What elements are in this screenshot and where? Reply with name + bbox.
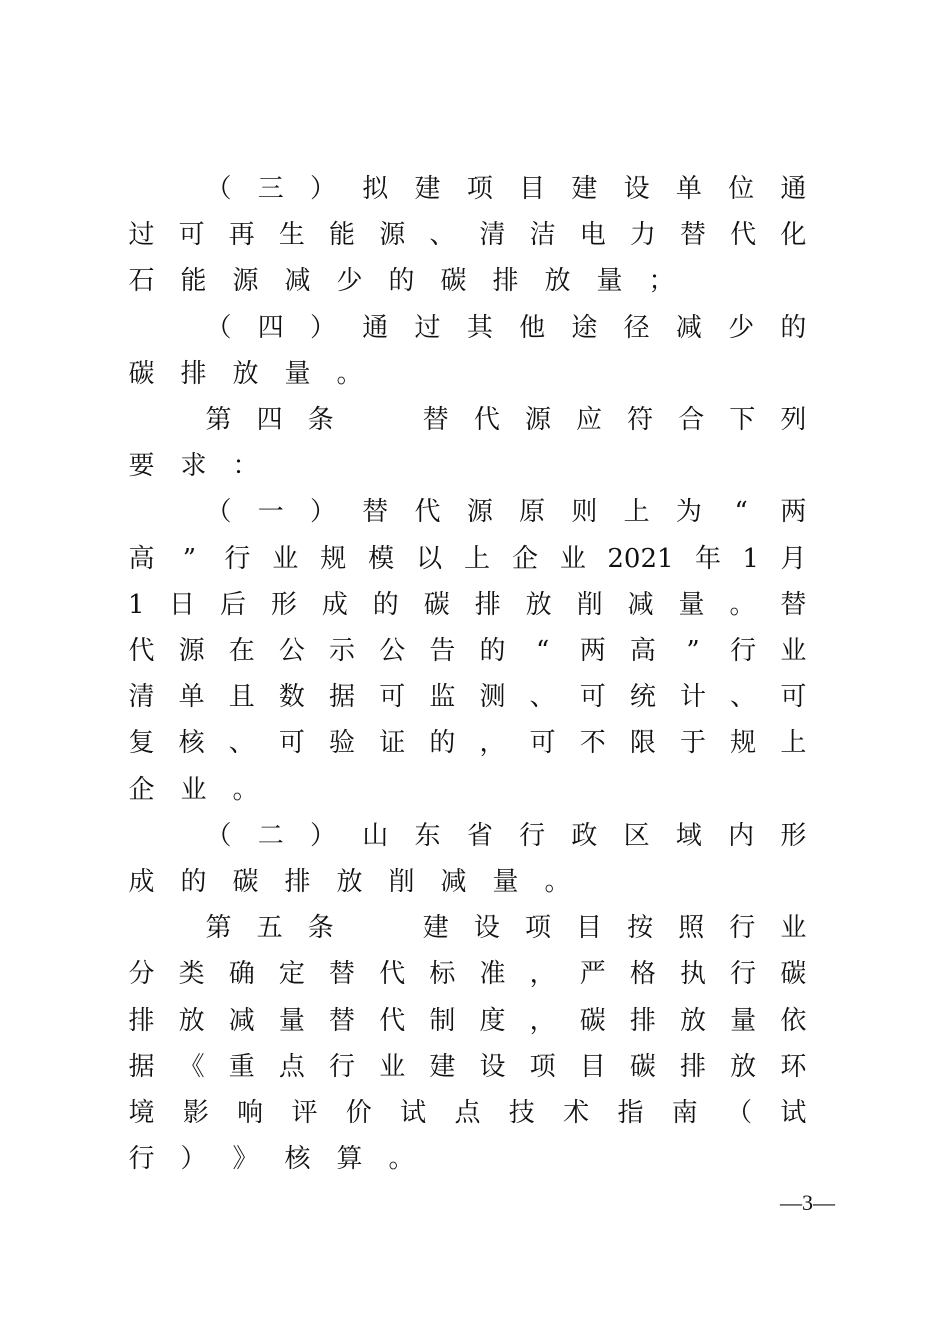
text-line: （ 一 ） 替 代 源 原 则 上 为 “ 两: [205, 497, 807, 528]
text-line: 行 ） 》 核 算 。: [128, 1144, 415, 1175]
text-line: 要 求 ：: [128, 451, 259, 482]
text-line: 代 源 在 公 示 公 告 的 “ 两 高 ” 行 业: [128, 636, 807, 666]
text-line: （ 三 ） 拟 建 项 目 建 设 单 位 通: [205, 174, 807, 204]
text-line: 境 影 响 评 价 试 点 技 术 指 南 （ 试: [128, 1098, 807, 1128]
text-line: 石 能 源 减 少 的 碳 排 放 量 ；: [128, 266, 675, 297]
text-line: 高 ” 行 业 规 模 以 上 企 业 2021 年 1 月: [128, 543, 807, 574]
text-line: 复 核 、 可 验 证 的 ， 可 不 限 于 规 上: [128, 728, 807, 759]
page-number: —3—: [780, 1190, 835, 1215]
text-line: 清 单 且 数 据 可 监 测 、 可 统 计 、 可: [128, 682, 807, 713]
text-line: （ 二 ） 山 东 省 行 政 区 域 内 形: [205, 820, 807, 851]
text-line: 排 放 减 量 替 代 制 度 ， 碳 排 放 量 依: [128, 1005, 807, 1036]
text-line: 成 的 碳 排 放 削 减 量 。: [128, 867, 571, 897]
text-line: （ 四 ） 通 过 其 他 途 径 减 少 的: [205, 312, 807, 343]
text-line: 分 类 确 定 替 代 标 准 ， 严 格 执 行 碳: [128, 959, 807, 990]
text-line: 过 可 再 生 能 源 、 清 洁 电 力 替 代 化: [128, 220, 807, 251]
text-line: 据 《 重 点 行 业 建 设 项 目 碳 排 放 环: [128, 1051, 807, 1082]
text-line: 碳 排 放 量 。: [128, 358, 363, 389]
text-line: 1 日 后 形 成 的 碳 排 放 削 减 量 。 替: [128, 589, 807, 620]
text-line: 企 业 。: [128, 774, 259, 805]
text-line: 第 五 条 建 设 项 目 按 照 行 业: [205, 913, 807, 944]
text-line: 第 四 条 替 代 源 应 符 合 下 列: [205, 405, 807, 435]
